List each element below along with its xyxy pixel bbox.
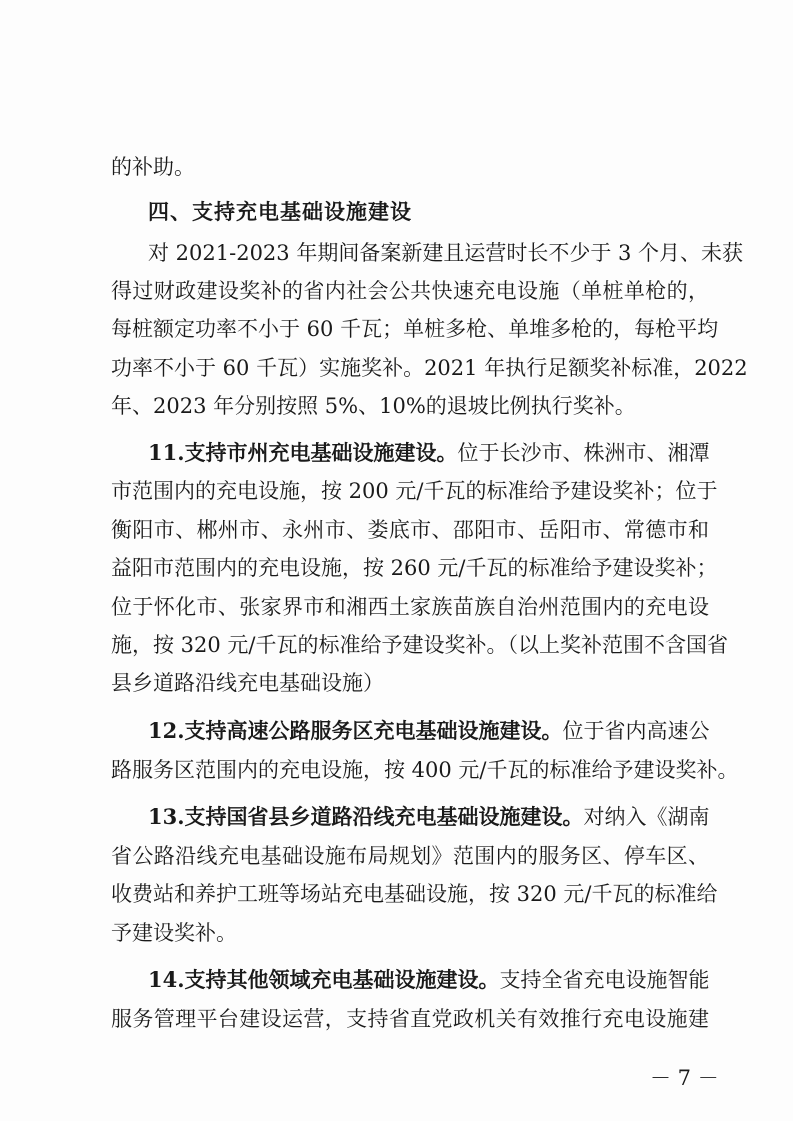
item-12-text: 位于省内高速公 [562, 719, 710, 743]
paragraph-line: 对 2021-2023 年期间备案新建且运营时长不少于 3 个月、未获 [148, 241, 744, 265]
paragraph-line: 服务管理平台建设运营，支持省直党政机关有效推行充电设施建 [111, 1007, 709, 1031]
item-14-title: 14.支持其他领域充电基础设施建设。 [148, 967, 500, 992]
paragraph-line: 省公路沿线充电基础设施布局规划》范围内的服务区、停车区、 [111, 844, 709, 868]
paragraph-line: 收费站和养护工班等场站充电基础设施，按 320 元/千瓦的标准给 [111, 882, 718, 906]
page-number: － 7 － [650, 1066, 719, 1090]
item-13-title: 13.支持国省县乡道路沿线充电基础设施建设。 [148, 804, 584, 829]
paragraph-line: 位于怀化市、张家界市和湘西土家族苗族自治州范围内的充电设 [111, 595, 709, 619]
paragraph-line: 县乡道路沿线充电基础设施） [111, 671, 384, 695]
item-14-text: 支持全省充电设施智能 [499, 968, 710, 992]
item-14-first-line [148, 961, 709, 999]
item-11-title: 11.支持市州充电基础设施建设。 [148, 440, 458, 465]
paragraph-line: 得过财政建设奖补的省内社会公共快速充电设施（单桩单枪的， [111, 279, 709, 303]
paragraph-line: 益阳市范围内的充电设施，按 260 元/千瓦的标准给予建设奖补； [111, 556, 718, 580]
item-13-first-line [148, 798, 709, 836]
paragraph-line: 年、2023 年分别按照 5%、10%的退坡比例执行奖补。 [111, 394, 636, 418]
paragraph-line: 路服务区范围内的充电设施，按 400 元/千瓦的标准给予建设奖补。 [111, 758, 739, 782]
section-heading: 四、支持充电基础设施建设 [148, 200, 412, 224]
paragraph-line: 的补助。 [111, 155, 195, 179]
paragraph-line: 衡阳市、郴州市、永州市、娄底市、邵阳市、岳阳市、常德市和 [111, 518, 709, 542]
paragraph-line: 予建设奖补。 [111, 921, 237, 945]
item-12-title: 12.支持高速公路服务区充电基础设施建设。 [148, 718, 563, 743]
item-13-text: 对纳入《湖南 [583, 805, 710, 829]
paragraph-line: 施，按 320 元/千瓦的标准给予建设奖补。（以上奖补范围不含国省 [111, 633, 729, 657]
item-12-first-line [148, 712, 709, 750]
paragraph-line: 市范围内的充电设施，按 200 元/千瓦的标准给予建设奖补；位于 [111, 479, 718, 503]
item-11-first-line [148, 434, 709, 472]
paragraph-line: 每桩额定功率不小于 60 千瓦；单桩多枪、单堆多枪的，每枪平均 [111, 317, 719, 341]
paragraph-line: 功率不小于 60 千瓦）实施奖补。2021 年执行足额奖补标准，2022 [111, 356, 748, 380]
item-11-text: 位于长沙市、株洲市、湘潭 [457, 441, 710, 465]
